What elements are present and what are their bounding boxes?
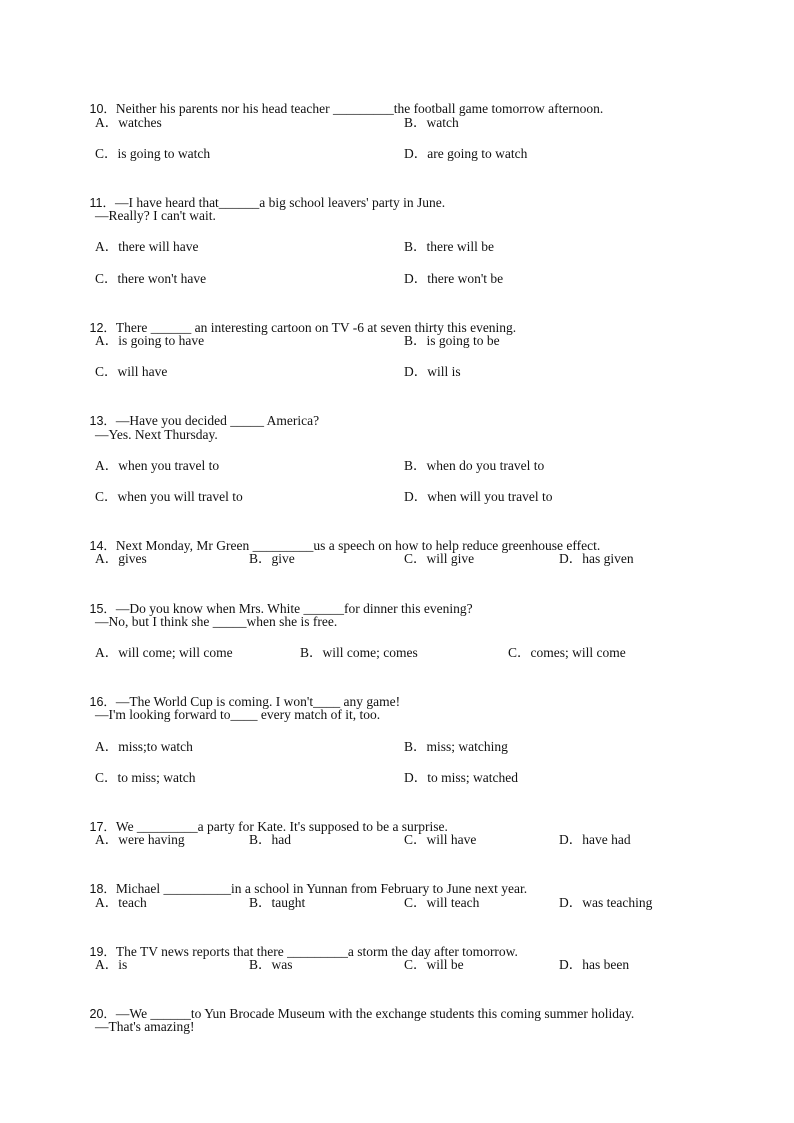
option-a[interactable]: A．there will have — [95, 239, 199, 254]
question-stem: We _________a party for Kate. It's supposed to be a surprise. — [115, 819, 448, 834]
question-stem: —Do you know when Mrs. White ______for dinner this evening? — [115, 601, 473, 616]
option-d[interactable]: D．when will you travel to — [404, 489, 553, 504]
option-c[interactable]: C．when you will travel to — [95, 489, 243, 504]
option-a[interactable]: A．gives — [95, 551, 147, 566]
option-c[interactable]: C．is going to watch — [95, 146, 211, 161]
option-b[interactable]: B．was — [249, 957, 293, 972]
question-14 — [76, 519, 600, 573]
option-b[interactable]: B．is going to be — [404, 333, 500, 348]
option-d[interactable]: D．to miss; watched — [404, 770, 518, 785]
option-c[interactable]: C．comes; will come — [508, 645, 626, 660]
question-number: 15． — [89, 602, 116, 616]
dialog-line: —No, but I think she _____when she is free. — [95, 614, 338, 629]
option-a[interactable]: A．when you travel to — [95, 458, 220, 473]
question-number: 19． — [89, 945, 116, 959]
question-stem: —The World Cup is coming. I won't____ any game! — [115, 694, 401, 709]
option-c[interactable]: C．will teach — [404, 895, 480, 910]
dialog-line: —I'm looking forward to____ every match of it, too. — [95, 707, 381, 722]
question-stem: Michael __________in a school in Yunnan from February to June next year. — [115, 881, 528, 896]
option-c[interactable]: C．will have — [404, 832, 477, 847]
dialog-line: —Really? I can't wait. — [95, 208, 216, 223]
dialog-line: —That's amazing! — [95, 1019, 195, 1034]
dialog-line: —Yes. Next Thursday. — [95, 427, 218, 442]
option-b[interactable]: B．watch — [404, 115, 459, 130]
question-stem: Next Monday, Mr Green _________us a speech on how to help reduce greenhouse effect. — [115, 538, 601, 553]
option-c[interactable]: C．to miss; watch — [95, 770, 196, 785]
option-b[interactable]: B．will come; comes — [300, 645, 418, 660]
question-stem: The TV news reports that there _________a storm the day after tomorrow. — [115, 944, 518, 959]
question-number: 18． — [89, 882, 116, 896]
option-c[interactable]: C．will have — [95, 364, 168, 379]
question-number: 11． — [89, 196, 115, 210]
option-b[interactable]: B．taught — [249, 895, 306, 910]
question-stem: Neither his parents nor his head teacher _________the football game tomorrow afternoon. — [115, 101, 604, 116]
option-a[interactable]: A．is — [95, 957, 128, 972]
option-b[interactable]: B．give — [249, 551, 295, 566]
option-b[interactable]: B．had — [249, 832, 291, 847]
question-number: 10． — [89, 102, 116, 116]
question-stem: —Have you decided _____ America? — [115, 413, 320, 428]
option-d[interactable]: D．have had — [559, 832, 631, 847]
option-a[interactable]: A．were having — [95, 832, 185, 847]
option-d[interactable]: D．will is — [404, 364, 461, 379]
option-a[interactable]: A．teach — [95, 895, 147, 910]
option-c[interactable]: C．will be — [404, 957, 464, 972]
option-d[interactable]: D．are going to watch — [404, 146, 528, 161]
option-b[interactable]: B．miss; watching — [404, 739, 508, 754]
question-number: 20． — [89, 1007, 116, 1021]
option-a[interactable]: A．is going to have — [95, 333, 205, 348]
question-number: 13． — [89, 414, 116, 428]
option-a[interactable]: A．watches — [95, 115, 162, 130]
question-number: 12． — [89, 321, 116, 335]
option-a[interactable]: A．miss;to watch — [95, 739, 193, 754]
option-c[interactable]: C．there won't have — [95, 271, 207, 286]
option-a[interactable]: A．will come; will come — [95, 645, 233, 660]
option-d[interactable]: D．was teaching — [559, 895, 653, 910]
option-d[interactable]: D．has given — [559, 551, 634, 566]
question-stem: There ______ an interesting cartoon on TV -6 at seven thirty this evening. — [115, 320, 517, 335]
question-number: 14． — [89, 539, 116, 553]
question-number: 16． — [89, 695, 116, 709]
option-c[interactable]: C．will give — [404, 551, 475, 566]
option-b[interactable]: B．when do you travel to — [404, 458, 545, 473]
question-number: 17． — [89, 820, 116, 834]
question-stem: —I have heard that______a big school leavers' party in June. — [114, 195, 446, 210]
option-b[interactable]: B．there will be — [404, 239, 494, 254]
question-stem: —We ______to Yun Brocade Museum with the exchange students this coming summer holiday. — [115, 1006, 635, 1021]
option-d[interactable]: D．has been — [559, 957, 630, 972]
option-d[interactable]: D．there won't be — [404, 271, 504, 286]
